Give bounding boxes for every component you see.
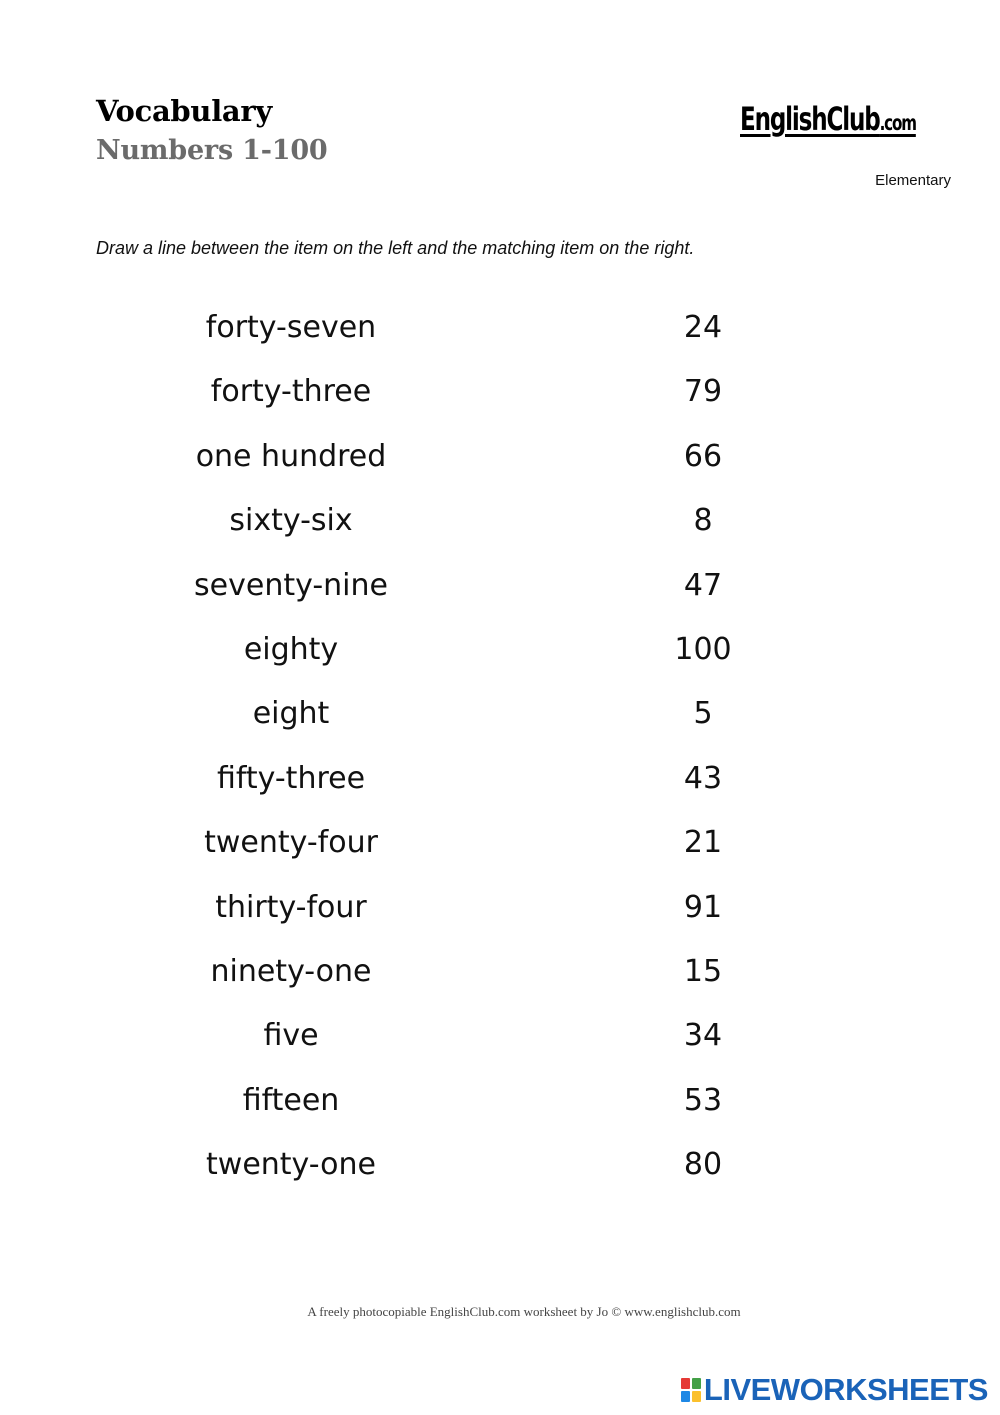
match-row: [0, 370, 1000, 434]
number-item[interactable]: 66: [683, 438, 723, 474]
logo-tld-text: .com: [879, 111, 916, 135]
word-item[interactable]: thirty-four: [215, 889, 367, 925]
footer-credit: A freely photocopiable EnglishClub.com worksheet by Jo © www.englishclub.com: [307, 1304, 741, 1319]
number-item[interactable]: 100: [674, 631, 732, 667]
match-row: [0, 1014, 1000, 1078]
icon-square-blue: [681, 1391, 690, 1402]
match-row: [0, 435, 1000, 499]
match-row: [0, 821, 1000, 885]
match-row: [0, 950, 1000, 1014]
level-label: Elementary: [875, 172, 951, 189]
liveworksheets-brand[interactable]: [680, 1372, 988, 1408]
number-item[interactable]: 79: [683, 374, 723, 410]
word-item[interactable]: forty-three: [210, 374, 372, 410]
number-item[interactable]: 80: [683, 1147, 723, 1183]
number-item[interactable]: 24: [683, 310, 723, 345]
liveworksheets-logo-icon: [680, 1377, 702, 1403]
word-item[interactable]: eight: [252, 696, 330, 732]
icon-square-green: [692, 1378, 701, 1389]
match-row: [0, 757, 1000, 821]
instructions: Draw a line between the item on the left and the matching item on the right.: [96, 238, 695, 258]
englishclub-logo: [740, 100, 916, 138]
number-item[interactable]: 47: [683, 567, 723, 603]
word-item[interactable]: forty-seven: [205, 310, 377, 345]
word-item[interactable]: seventy-nine: [194, 567, 388, 603]
worksheet-title: Vocabulary: [96, 94, 272, 128]
word-item[interactable]: ninety-one: [210, 953, 372, 989]
word-item[interactable]: one hundred: [195, 438, 387, 474]
word-item[interactable]: fifteen: [242, 1082, 340, 1118]
word-item[interactable]: sixty-six: [229, 503, 353, 539]
number-item[interactable]: 15: [683, 953, 723, 989]
match-row: [0, 564, 1000, 628]
number-item[interactable]: 34: [683, 1018, 723, 1054]
worksheet-subtitle: Numbers 1-100: [96, 135, 328, 166]
match-row: [0, 499, 1000, 563]
number-item[interactable]: 8: [693, 503, 713, 539]
match-row: [0, 692, 1000, 756]
word-item[interactable]: twenty-one: [206, 1147, 376, 1183]
number-item[interactable]: 91: [683, 889, 723, 925]
icon-square-red: [681, 1378, 690, 1389]
number-item[interactable]: 43: [683, 760, 723, 796]
word-item[interactable]: twenty-four: [204, 825, 378, 861]
number-item[interactable]: 5: [693, 696, 713, 732]
match-row: [0, 1143, 1000, 1207]
number-item[interactable]: 53: [683, 1082, 723, 1118]
matching-list: [0, 306, 1000, 1207]
match-row: [0, 628, 1000, 692]
icon-square-yellow: [692, 1391, 701, 1402]
match-row: [0, 886, 1000, 950]
logo-main-text: EnglishClub: [740, 100, 880, 138]
number-item[interactable]: 21: [683, 825, 723, 861]
word-item[interactable]: fifty-three: [216, 760, 366, 796]
word-item[interactable]: five: [263, 1018, 319, 1054]
word-item[interactable]: eighty: [243, 631, 339, 667]
liveworksheets-wordmark: LIVEWORKSHEETS: [703, 1372, 988, 1407]
match-row: [0, 1079, 1000, 1143]
match-row: [0, 306, 1000, 370]
